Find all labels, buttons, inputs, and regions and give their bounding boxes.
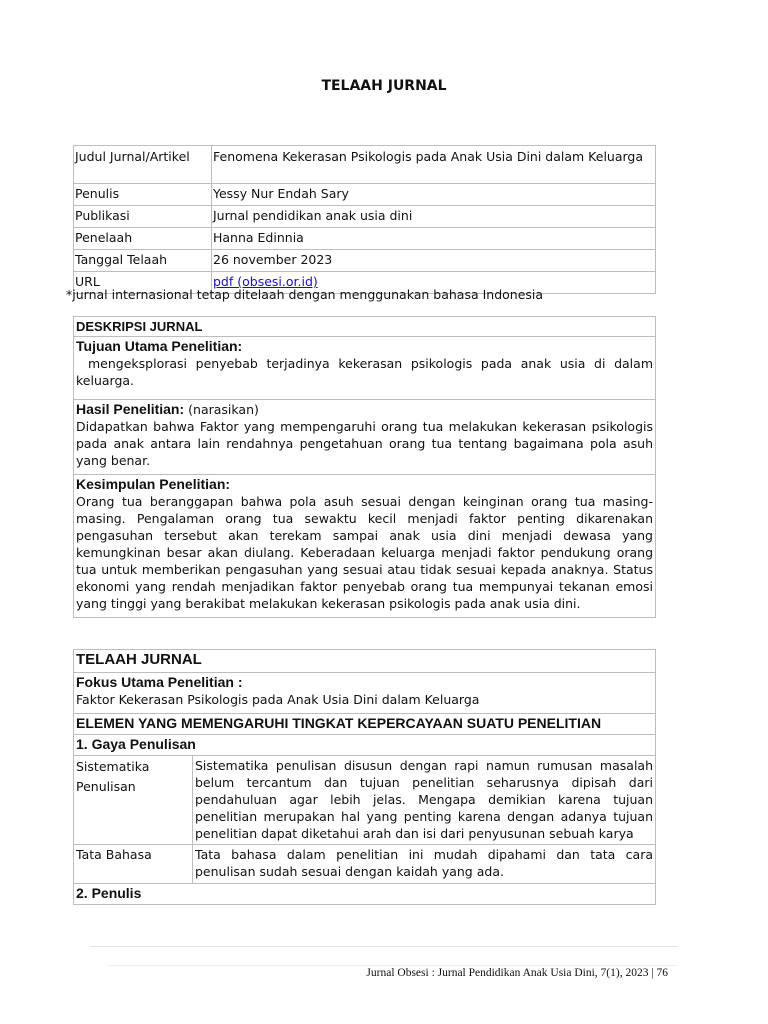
info-value: Fenomena Kekerasan Psikologis pada Anak Usia Dini dalam Keluarga <box>212 146 656 184</box>
elements-header: ELEMEN YANG MEMENGARUHI TINGKAT KEPERCAYAAN SUATU PENELITIAN <box>74 714 656 735</box>
info-row-reviewer <box>74 228 656 250</box>
systematics-text: Sistematika penulisan disusun dengan rapi namun rumusan masalah belum tercantum dan tujuan penelitian seharusnya dipisah dari pendahuluan agar lebih jelas. Mengapa demikian karena tujuan penelitian merupakan hal yang penting karena dengan adanya tujuan penelitian dapat diketahui arah dan isi dari penyusunan sebuah karya <box>193 756 656 845</box>
objective-text: mengeksplorasi penyebab terjadinya kekerasan psikologis pada anak usia di dalam keluarga. <box>76 356 653 388</box>
conclusion-label: Kesimpulan Penelitian: <box>76 476 231 492</box>
objective-label: Tujuan Utama Penelitian: <box>76 338 243 354</box>
journal-info-table <box>73 145 656 294</box>
results-label: Hasil Penelitian: <box>76 401 185 417</box>
info-label: URL <box>74 272 212 294</box>
info-row-author <box>74 184 656 206</box>
focus-text: Faktor Kekerasan Psikologis pada Anak Usia Dini dalam Keluarga <box>76 692 480 707</box>
footer-divider <box>108 965 678 966</box>
info-value: Jurnal pendidikan anak usia dini <box>212 206 656 228</box>
page-title: TELAAH JURNAL <box>321 78 447 94</box>
review-header: TELAAH JURNAL <box>74 650 656 673</box>
info-label: Publikasi <box>74 206 212 228</box>
conclusion-cell <box>74 475 656 618</box>
focus-cell <box>74 673 656 714</box>
url-link[interactable]: pdf (obsesi.or.id) <box>213 274 318 289</box>
page-footer: Jurnal Obsesi : Jurnal Pendidikan Anak Usia Dini, 7(1), 2023 | 76 <box>366 967 668 979</box>
info-label: Penelaah <box>74 228 212 250</box>
focus-label: Fokus Utama Penelitian : <box>76 674 243 690</box>
results-cell <box>74 400 656 475</box>
description-table <box>73 316 656 618</box>
info-value: Yessy Nur Endah Sary <box>212 184 656 206</box>
results-note: (narasikan) <box>188 402 259 417</box>
author-section-header: 2. Penulis <box>74 884 656 905</box>
grammar-label: Tata Bahasa <box>74 845 193 884</box>
info-row-title <box>74 146 656 184</box>
writing-style-header: 1. Gaya Penulisan <box>74 735 656 756</box>
review-table <box>73 649 656 905</box>
info-row-publication <box>74 206 656 228</box>
info-value: Hanna Edinnia <box>212 228 656 250</box>
info-value: 26 november 2023 <box>212 250 656 272</box>
info-label: Tanggal Telaah <box>74 250 212 272</box>
info-label: Judul Jurnal/Artikel <box>74 146 212 184</box>
systematics-label: Sistematika Penulisan <box>74 756 193 845</box>
results-text: Didapatkan bahwa Faktor yang mempengaruhi orang tua melakukan kekerasan psikologis pada anak antara lain rendahnya pengetahuan orang tua tentang bagaimana pola asuh yang benar. <box>76 419 653 468</box>
objective-cell <box>74 337 656 400</box>
info-label: Penulis <box>74 184 212 206</box>
footer-divider <box>90 946 678 947</box>
info-row-review-date <box>74 250 656 272</box>
grammar-text: Tata bahasa dalam penelitian ini mudah dipahami dan tata cara penulisan sudah sesuai dengan kaidah yang ada. <box>193 845 656 884</box>
description-header: DESKRIPSI JURNAL <box>74 317 656 337</box>
conclusion-text: Orang tua beranggapan bahwa pola asuh sesuai dengan keinginan orang tua masing-masing. Pengalaman orang tua sewaktu kecil menjadi faktor penting dikarenakan pengasuhan tersebut akan terekam sampai anak usia dini menjadi dewasa yang kemungkinan besar akan diulang. Keberadaan keluarga menjadi faktor pendukung orang tua untuk memberikan pengasuhan yang sesuai atau tidak sesuai kepada anaknya. Status ekonomi yang rendah menjadikan faktor penyebab orang tua mempunyai tekanan emosi yang tinggi yang berakibat melakukan kekerasan psikologis pada anak usia dini. <box>76 494 653 611</box>
translation-note: *jurnal internasional tetap ditelaah dengan menggunakan bahasa Indonesia <box>66 287 544 302</box>
